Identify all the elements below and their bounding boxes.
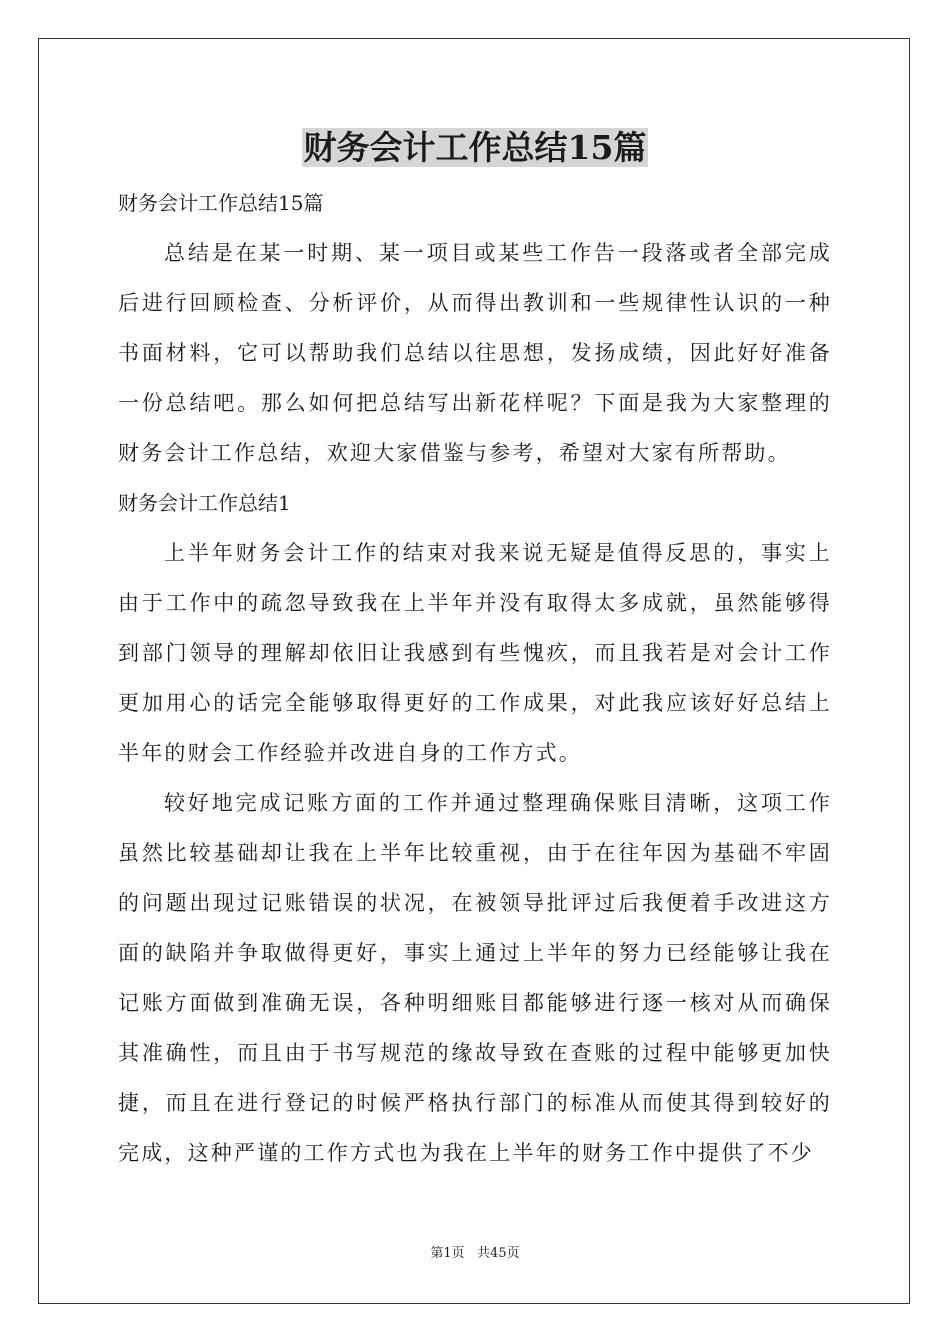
document-subtitle: 财务会计工作总结15篇 (118, 191, 324, 215)
body-paragraph: 较好地完成记账方面的工作并通过整理确保账目清晰，这项工作虽然比较基础却让我在上半年比较重视，由于在往年因为基础不牢固的问题出现过记账错误的状况，在被领导批评过后我便着手改进这方面的缺陷并争取做得更好，事实上通过上半年的努力已经能够让我在记账方面做到准确无误，各种明细账目都能够进行逐一核对从而确保其准确性，而且由于书写规范的缘故导致在查账的过程中能够更加快捷，而且在进行登记的时候严格执行部门的标准从而使其得到较好的完成，这种严谨的工作方式也为我在上半年的财务工作中提供了不少 (118, 791, 832, 1165)
page-footer: 第1页 共45页 (430, 1246, 520, 1261)
document-title-text: 财务会计工作总结15篇 (303, 128, 647, 167)
body-paragraph: 上半年财务会计工作的结束对我来说无疑是值得反思的，事实上由于工作中的疏忽导致我在上半年并没有取得太多成就，虽然能够得到部门领导的理解却依旧让我感到有些愧疚，而且我若是对会计工作更加用心的话完全能够取得更好的工作成果，对此我应该好好总结上半年的财会工作经验并改进自身的工作方式。 (118, 541, 832, 765)
intro-paragraph: 总结是在某一时期、某一项目或某些工作告一段落或者全部完成后进行回顾检查、分析评价，从而得出教训和一些规律性认识的一种书面材料，它可以帮助我们总结以往思想，发扬成绩，因此好好准备一份总结吧。那么如何把总结写出新花样呢？下面是我为大家整理的财务会计工作总结，欢迎大家借鉴与参考，希望对大家有所帮助。 (118, 241, 832, 465)
document-title (0, 126, 950, 170)
section-heading: 财务会计工作总结1 (118, 491, 291, 515)
document-body (118, 178, 832, 1178)
